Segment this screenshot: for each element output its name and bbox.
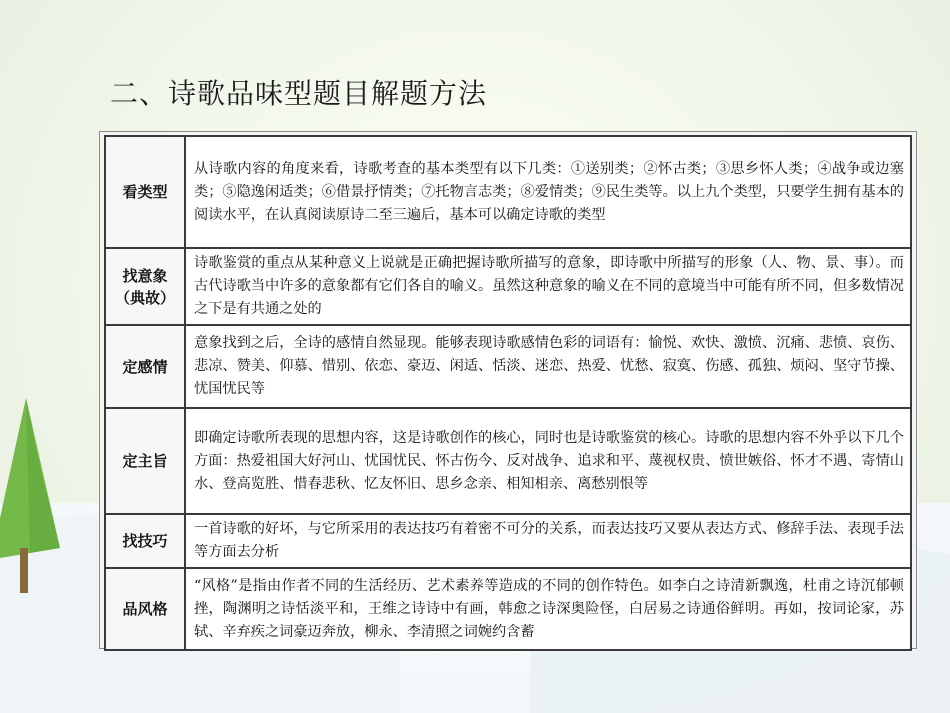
table-row [105,136,911,248]
row-label-text: 品风格 [122,600,168,618]
row-content: “风格”是指由作者不同的生活经历、艺术素养等造成的不同的创作特色。如李白之诗清新飘逸，杜甫之诗沉郁顿挫，陶渊明之诗恬淡平和，王维之诗诗中有画，韩愈之诗深奥险怪，白居易之诗通俗鲜明。再如，按词论家，苏轼、辛弃疾之词豪迈奔放，柳永、李清照之词婉约含蓄 [185,568,911,650]
table-row [105,325,911,408]
row-label [105,248,185,325]
row-label-subtext: （典故） [114,288,175,307]
row-label-text: 看类型 [122,183,168,201]
row-label [105,325,185,408]
pine-tree-icon [0,398,70,598]
row-content: 意象找到之后，全诗的感情自然显现。能够表现诗歌感情色彩的词语有：愉悦、欢快、激愤、沉痛、悲愤、哀伤、悲凉、赞美、仰慕、惜别、依恋、豪迈、闲适、恬淡、迷恋、热爱、忧愁、寂寞、伤感、孤独、烦闷、坚守节操、忧国忧民等 [185,325,911,408]
row-content: 从诗歌内容的角度来看，诗歌考查的基本类型有以下几类：①送别类；②怀古类；③思乡怀人类；④战争或边塞类；⑤隐逸闲适类；⑥借景抒情类；⑦托物言志类；⑧爱情类；⑨民生类等。以上九个类型，只要学生拥有基本的阅读水平，在认真阅读原诗二至三遍后，基本可以确定诗歌的类型 [185,136,911,248]
table-row [105,568,911,650]
method-table [104,135,912,651]
row-content: 一首诗歌的好坏，与它所采用的表达技巧有着密不可分的关系，而表达技巧又要从表达方式、修辞手法、表现手法等方面去分析 [185,514,911,568]
row-label-text: 定主旨 [122,452,168,470]
page-title: 二、诗歌品味型题目解题方法 [110,77,488,110]
row-label [105,136,185,248]
row-label [105,514,185,568]
row-label-text: 找意象 [122,266,168,285]
table-row [105,514,911,568]
table-row [105,248,911,325]
row-label-text: 找技巧 [122,532,168,550]
table-row [105,408,911,514]
method-table-container [99,131,917,649]
row-label-text: 定感情 [122,357,168,376]
row-content: 诗歌鉴赏的重点从某种意义上说就是正确把握诗歌所描写的意象，即诗歌中所描写的形象（人、物、景、事）。而古代诗歌当中许多的意象都有它们各自的喻义。虽然这种意象的喻义在不同的意境当中可能有所不同，但多数情况之下是有共通之处的 [185,248,911,325]
row-label [105,408,185,514]
row-label [105,568,185,650]
row-content: 即确定诗歌所表现的思想内容，这是诗歌创作的核心，同时也是诗歌鉴赏的核心。诗歌的思想内容不外乎以下几个方面：热爱祖国大好河山、忧国忧民、怀古伤今、反对战争、追求和平、蔑视权贵、愤世嫉俗、怀才不遇、寄情山水、登高览胜、惜春悲秋、忆友怀旧、思乡念亲、相知相亲、离愁别恨等 [185,408,911,514]
